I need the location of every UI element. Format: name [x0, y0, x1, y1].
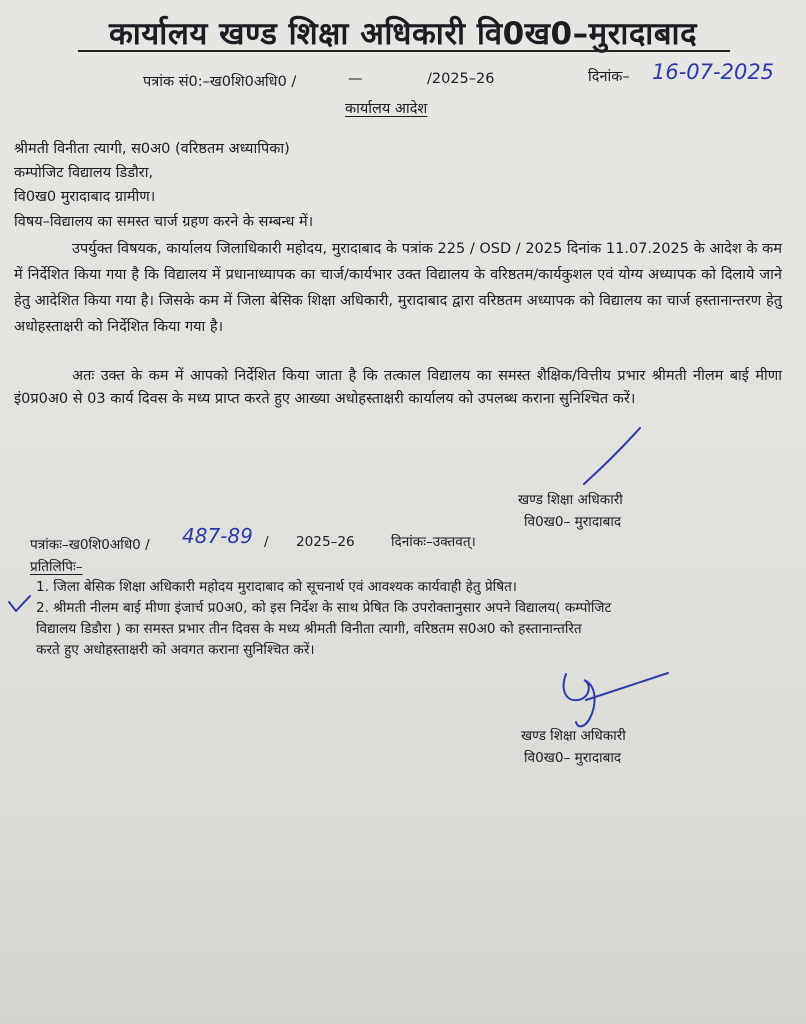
addressee-line-2: कम्पोजिट विद्यालय डिडौरा, [14, 165, 154, 181]
order-title: कार्यालय आदेश [345, 101, 428, 117]
copy-letter-number-label: पत्रांकः–ख0शि0अधि0 / [30, 537, 150, 553]
office-title: कार्यालय खण्ड शिक्षा अधिकारी वि0ख0–मुरादाबाद [108, 16, 698, 52]
body-paragraph-1: उपर्युक्त विषयक, कार्यालय जिलाधिकारी महोदय, मुरादाबाद के पत्रांक 225 / OSD / 2025 दिनांक 11.07.2025 के आदेश के कम में निर्देशित किया गया है कि विद्यालय में प्रधानाध्यापक का चार्ज/कार्यभार उक्त विद्यालय के वरिष्ठतम/कार्यकुशल एवं योग्य अध्यापक को दिलाये जाने हेतु आदेशित किया गया है। जिसके कम में जिला बेसिक शिक्षा अधिकारी, मुरादाबाद द्वारा वरिष्ठतम अध्यापक को विद्यालय का चार्ज हस्तानान्तरण हेतु अधोहस्ताक्षरी को निर्देशित किया गया है। [14, 241, 782, 335]
handwritten-letter-number: 487-89 [182, 524, 253, 548]
signature-1-designation: खण्ड शिक्षा अधिकारी [518, 492, 623, 508]
letter-number-label: पत्रांक सं0:–ख0शि0अधि0 / [143, 74, 297, 90]
copy-slash: / [264, 534, 269, 550]
letter-number-blank: — [348, 71, 363, 87]
date-label: दिनांक– [588, 69, 630, 85]
copy-item-2-line-2: विद्यालय डिडौरा ) का समस्त प्रभार तीन दिवस के मध्य श्रीमती विनीता त्यागी, वरिष्ठतम स0अ0 को हस्तानान्तरित [36, 621, 582, 637]
signature-1-office: वि0ख0– मुरादाबाद [524, 514, 622, 530]
signature-2-designation: खण्ड शिक्षा अधिकारी [521, 728, 626, 744]
addressee-line-3: वि0ख0 मुरादाबाद ग्रामीण। [14, 189, 156, 205]
handwritten-date: 16-07-2025 [652, 60, 775, 84]
letter-year: /2025–26 [427, 71, 495, 87]
copy-date: दिनांकः–उक्तवत्। [391, 534, 476, 550]
copy-item-2-line-1: 2. श्रीमती नीलम बाई मीणा इंजार्च प्र0अ0, को इस निर्देश के साथ प्रेषित कि उपरोक्तानुसार अपने विद्यालय( कम्पोजिट [36, 600, 612, 616]
addressee-line-1: श्रीमती विनीता त्यागी, स0अ0 (वरिष्ठतम अध्यापिका) [14, 141, 290, 157]
copy-year: 2025–26 [296, 534, 355, 550]
subject-line: विषय–विद्यालय का समस्त चार्ज ग्रहण करने के सम्बन्ध में। [14, 214, 314, 230]
copy-item-1: 1. जिला बेसिक शिक्षा अधिकारी महोदय मुरादाबाद को सूचनार्थ एवं आवश्यक कार्यवाही हेतु प्रेषित। [36, 579, 517, 595]
copy-item-2-line-3: करते हुए अधोहस्ताक्षरी को अवगत कराना सुनिश्चित करें। [36, 642, 315, 658]
body-paragraph-2: अतः उक्त के कम में आपको निर्देशित किया जाता है कि तत्काल विद्यालय का समस्त शैक्षिक/वित्तीय प्रभार श्रीमती नीलम बाई मीणा इं0प्र0अ0 से 03 कार्य दिवस के मध्य प्राप्त करते हुए आख्या अधोहस्ताक्षरी कार्यालय को उपलब्ध कराना सुनिश्चित करें। [14, 368, 782, 407]
copy-heading: प्रतिलिपिः– [30, 559, 83, 575]
signature-2-office: वि0ख0– मुरादाबाद [524, 750, 622, 766]
